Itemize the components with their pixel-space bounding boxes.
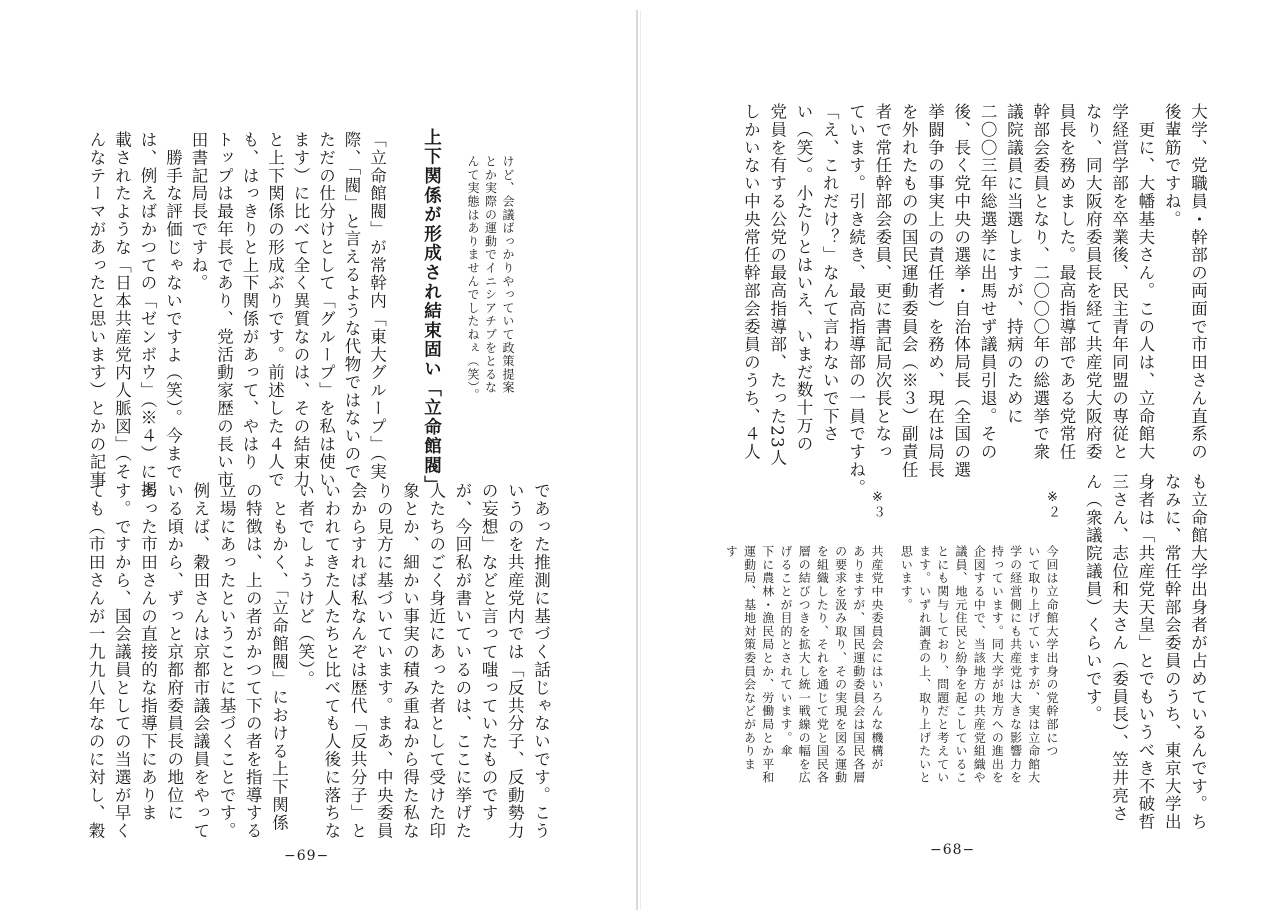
body-text-column: 後輩筋ですね。 [1162, 103, 1182, 229]
body-text-column: であった推測に基づく話じゃないです。こう [531, 482, 551, 840]
body-text-column: 象とか、細かい事実の積み重ねから得た私な [400, 482, 420, 840]
body-text-column: ともかく、「立命館閥」における上下関係 [269, 482, 289, 832]
note-text-column: 持っています。同大学が地方への進出を [990, 545, 1005, 785]
body-text-column: 更に、大幡基夫さん。この人は、立命館大 [1135, 103, 1155, 461]
body-text-column: の特徴は、上の者がかつて下の者を指導する [243, 482, 263, 840]
body-text-column: 党員を有する公党の最高指導部、たった23人 [767, 103, 787, 467]
body-text-column: いる頃から、ずっと京都府委員長の地位に [164, 482, 184, 823]
body-text-column: は、例えばかつての「ゼンボウ」（※４）に掲 [138, 131, 157, 499]
continuation-note-column: けど、会議ばっかりやっていて政策提案 [501, 155, 515, 395]
body-text-column: 三さん、志位和夫さん（委員長）、笠井亮さ [1109, 473, 1129, 823]
note-text-column: 今回は立命館大学出身の党幹部につ [1045, 545, 1059, 758]
note-text-column: げることが目的とされています。傘 [779, 545, 793, 758]
body-text-column: も、はっきりと上下関係があって、やはり [240, 131, 259, 472]
note-text-column: 思います。 [899, 545, 914, 612]
note-text-column: 運動局、基地対策委員会などがありま [742, 545, 757, 772]
body-text-column: 勝手な評価じゃないですよ（笑）。今まで [163, 131, 183, 481]
body-text-column: 「え、これだけ？」なんて言わないで下さ [820, 103, 840, 444]
body-text-column: いうのを共産党内では「反共分子、反動勢力 [505, 482, 525, 840]
body-text-column: なみに、常任幹部会委員のうち、東京大学出 [1162, 473, 1182, 831]
body-text-column: 人たちのごく身近にあった者として受けた印 [426, 482, 446, 840]
body-text-column: 際、「閥」と言えるような代物ではないので、 [342, 131, 361, 499]
body-text-column: ん（衆議院議員）くらいです。 [1083, 473, 1103, 724]
body-text-column: 者で常任幹部会委員、更に書記局次長となっ [872, 103, 892, 461]
body-text-column: 会からすれば私なんぞは歴代「反共分子」と [348, 482, 368, 840]
body-text-column: 員長を務めました。最高指導部である党常任 [1057, 103, 1076, 461]
right-page [640, 0, 1280, 921]
body-text-column: 大学、党職員・幹部の両面で市田さん直系の [1188, 103, 1208, 461]
body-text-column: 例えば、穀田さんは京都市議会議員をやって [190, 482, 210, 840]
continuation-note-column: とか実際の運動でイニシアチブをとるな [483, 155, 498, 395]
section-heading: 上下関係が形成され結束固い「立命館閥」 [421, 128, 442, 495]
note-text-column: とにも関与しており、問題だと考えてい [935, 545, 950, 785]
body-text-column: 田書記局長ですね。 [189, 131, 208, 293]
body-text-column: が、今回私が書いているのは、ここに挙げた [452, 482, 472, 840]
body-text-column: を外れたものの国民運動委員会（※３）副責任 [899, 103, 919, 479]
note-text-column: 共産党中央委員会にはいろんな機構が [870, 545, 884, 772]
body-text-column: い者でしょうけど（笑）。 [295, 482, 315, 689]
note-text-column: 学の経営側にも共産党は大きな影響力を [1008, 545, 1023, 785]
body-text-column: あった市田さんの直接的な指導下にありま [138, 482, 158, 823]
note-text-column: 企図する中で、当該地方の共産党組織や [972, 545, 987, 785]
body-text-column: ただの仕分けとして「グループ」を私は使い [316, 131, 336, 489]
body-text-column: 二〇〇三年総選挙に出馬せず議員引退。その [978, 103, 998, 461]
body-text-column: なり、同大阪府委員長を経て共産党大阪府委 [1083, 103, 1103, 461]
note-3-mark: ※３ [870, 490, 885, 518]
body-text-column: ます）に比べて全く異質なのは、その結束力 [291, 131, 310, 489]
note-text-column: ます。いずれ調査の上、取り上げたいと [917, 545, 932, 785]
body-text-column: 後、長く党中央の選挙・自治体局長（全国の選 [951, 103, 971, 479]
note-text-column: 議員、地元住民と紛争を起こしているこ [954, 545, 968, 785]
body-text-column: の妄想」などと言って嗤っていたものです [479, 482, 499, 823]
body-text-column: ても（市田さんが一九九八年なのに対し、穀 [86, 482, 106, 840]
body-text-column: 立場にあったということに基づくことです。 [217, 482, 237, 840]
body-text-column: 学経営学部を卒業後、民主青年同盟の専従と [1109, 103, 1129, 461]
body-text-column: 載されたような「日本共産党内人脈図」（そ [112, 131, 132, 481]
body-text-column: も立命館大学出身者が占めているんです。ち [1188, 473, 1208, 831]
note-text-column: 下に農林・漁民局とか、労働局とか平和 [760, 545, 775, 785]
body-text-column: いわれてきた人たちと比べても人後に落ちな [321, 482, 341, 840]
note-text-column: す [724, 545, 739, 559]
note-2-mark: ※２ [1045, 490, 1060, 518]
body-text-column: しかいない中央常任幹部会委員のうち、４人 [741, 103, 761, 461]
body-text-column: りの見方に基づいています。まあ、中央委員 [374, 482, 394, 840]
note-text-column: の要求を汲み取り、その実現を図る運動 [833, 545, 848, 785]
body-text-column: い（笑）。小たりとはいえ、いまだ数十万の [794, 103, 813, 453]
continuation-note-column: んて実態はありませんでしたねぇ（笑）。 [466, 155, 480, 402]
body-text-column: トップは最年長であり、党活動家歴の長い市 [214, 131, 234, 489]
body-text-column: 「立命館閥」が常幹内「東大グループ」（実 [367, 131, 387, 481]
body-text-column: 挙闘争の事実上の責任者）を務め、現在は局長 [925, 103, 945, 479]
body-text-column: 身者は「共産党天皇」とでもいうべき不破哲 [1135, 473, 1155, 831]
note-text-column: いて取り上げていますが、実は立命館大 [1026, 545, 1041, 785]
body-text-column: ています。引き続き、最高指導部の一員ですね。 [846, 103, 866, 497]
note-text-column: ありますが、国民運動委員会は国民各層 [851, 545, 866, 785]
body-text-column: んなテーマがあったと思います）とかの記事 [87, 131, 106, 489]
body-text-column: す。ですから、国会議員としての当選が早く [112, 482, 132, 840]
body-text-column: と上下関係の形成ぶりです。前述した４人で [265, 131, 285, 489]
body-text-column: 議院議員に当選しますが、持病のために [1004, 103, 1024, 426]
body-text-column: 幹部会委員となり、二〇〇〇年の総選挙で衆 [1030, 103, 1050, 461]
page-number-left: −69− [284, 848, 330, 864]
note-text-column: 層の結びつきを拡大し統一戦線の幅を広 [797, 545, 812, 785]
page-number-right: −68− [930, 842, 976, 858]
note-text-column: を組織したり、それを通じて党と国民各 [815, 545, 830, 785]
